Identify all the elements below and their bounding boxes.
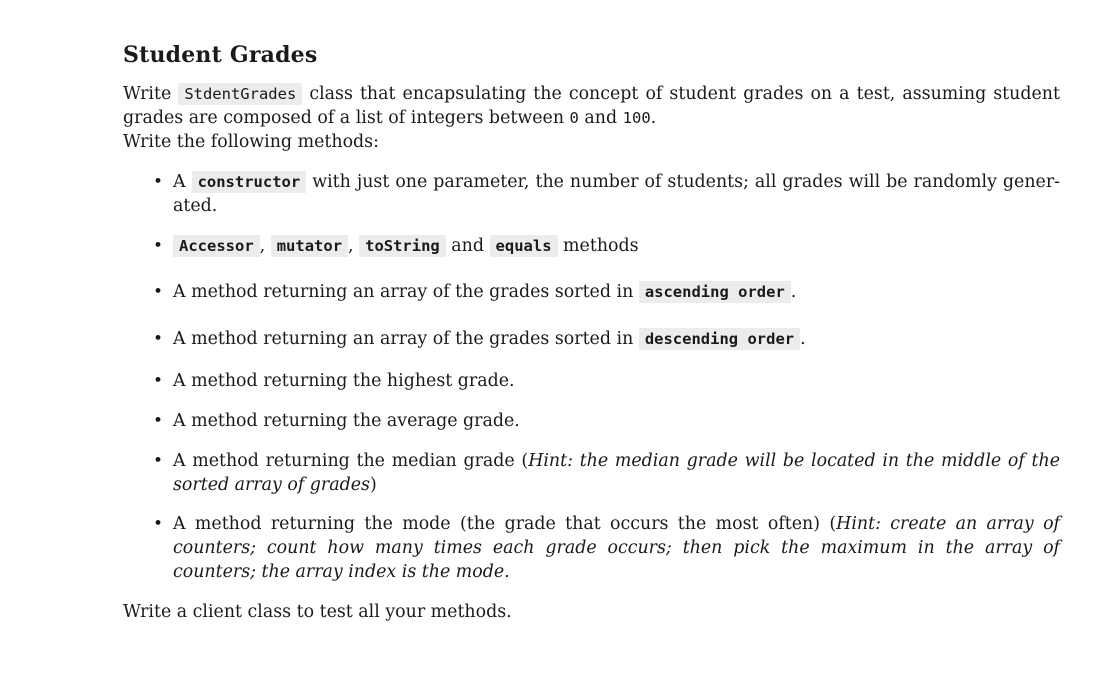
item-text-before: A (173, 172, 192, 192)
closing-instruction: Write a client class to test all your methods. (123, 602, 512, 622)
separator: , (259, 236, 271, 256)
mutator-code: mutator (271, 235, 348, 257)
min-value-code: 0 (569, 109, 579, 127)
list-item-highest (153, 369, 1060, 393)
intro-text-1: Write (123, 84, 179, 104)
list-item-constructor (153, 170, 1060, 218)
item-text-before: A method returning the median grade ( (173, 451, 529, 471)
list-item-average (153, 409, 1060, 433)
item-text-after: . (790, 282, 797, 302)
item-text (173, 327, 1060, 351)
item-text: A method returning the highest grade. (173, 371, 515, 391)
descending-order-code: descending order (639, 328, 800, 350)
constructor-code: constructor (192, 171, 307, 193)
bullet-icon: • (153, 329, 164, 349)
intro-period: . (650, 108, 657, 128)
item-text (173, 280, 1060, 304)
item-text-after: ) (369, 475, 377, 495)
mode-hint: Hint: create an array of counters; count how many times each grade occurs; then pick the maximum in the array of counters; the array index is the mode. (173, 514, 1060, 582)
section-title: Student Grades (123, 42, 318, 68)
item-text-after: . (800, 329, 806, 349)
max-value-code: 100 (622, 109, 651, 127)
list-item-median (153, 449, 1060, 497)
item-text-before: A method returning an array of the grades sorted in (173, 329, 639, 349)
median-hint: Hint: the median grade will be located in the middle of the sorted array of grades (173, 451, 1060, 495)
bullet-icon: • (153, 514, 164, 534)
item-text-after: methods (557, 236, 639, 256)
bullet-icon: • (153, 411, 164, 431)
intro-line-2: Write the following methods: (123, 132, 379, 152)
bullet-icon: • (153, 282, 164, 302)
item-text (173, 170, 1060, 218)
accessor-code: Accessor (173, 235, 260, 257)
list-item-accessors (153, 234, 1060, 258)
list-item-descending (153, 327, 1060, 351)
item-text (173, 234, 1060, 258)
item-text (173, 449, 1060, 497)
class-name-code: StdentGrades (178, 83, 302, 105)
ascending-order-code: ascending order (639, 281, 791, 303)
list-item-mode (153, 512, 1060, 584)
item-text-before: A method returning the mode (the grade that occurs the most often) ( (173, 514, 837, 534)
item-text-before: A method returning an array of the grades sorted in (173, 282, 639, 302)
item-text: A method returning the average grade. (173, 411, 520, 431)
equals-code: equals (490, 235, 558, 257)
intro-paragraph (123, 82, 1060, 154)
tostring-code: toString (359, 235, 446, 257)
intro-and: and (578, 108, 623, 128)
bullet-icon: • (153, 236, 164, 256)
separator: , (348, 236, 360, 256)
list-item-ascending (153, 280, 1060, 304)
intro-text-2: class that encapsulating the concept of student grades on a test, assuming student grades are composed of a list of integers between (123, 84, 1060, 128)
bullet-icon: • (153, 451, 164, 471)
item-text (173, 512, 1060, 584)
item-text-after: with just one parameter, the number of students; all grades will be randomly gener- ated. (173, 172, 1061, 216)
and-text: and (445, 236, 490, 256)
bullet-icon: • (153, 172, 164, 192)
bullet-icon: • (153, 371, 164, 391)
